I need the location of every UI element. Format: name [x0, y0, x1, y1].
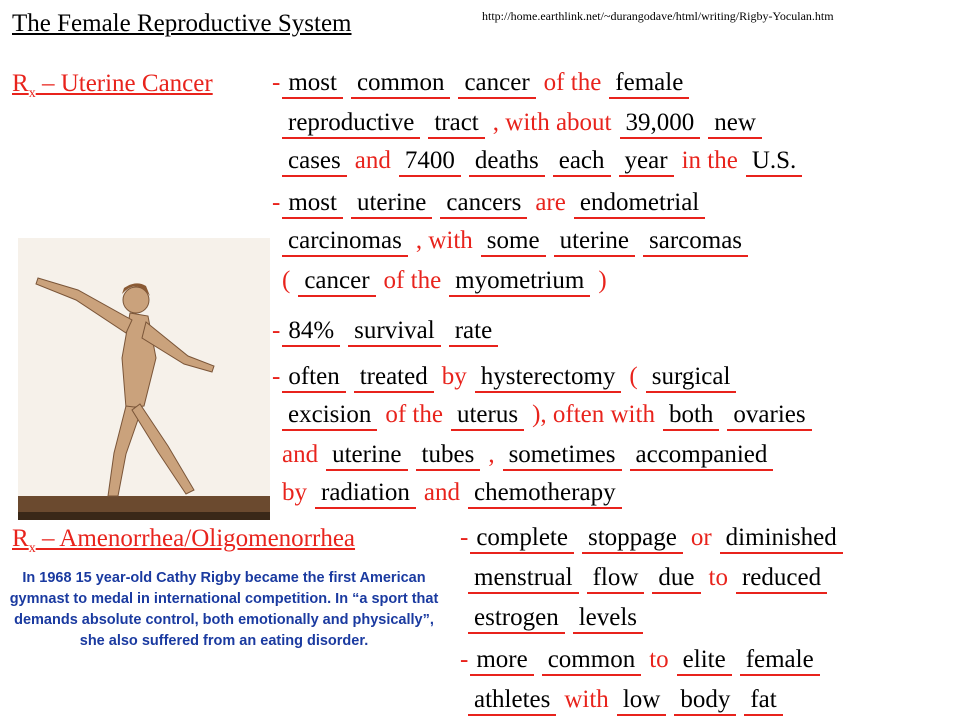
blank-answer: female	[609, 69, 689, 99]
blank-answer: more	[470, 646, 533, 676]
blank-answer: reproductive	[282, 109, 420, 139]
connector-text: (	[282, 267, 291, 294]
blank-answer: body	[674, 686, 736, 716]
blank-answer: myometrium	[449, 267, 590, 297]
blank-answer: cancer	[298, 267, 375, 297]
blank-answer: endometrial	[574, 189, 705, 219]
blank-answer: due	[652, 564, 700, 594]
connector-text: to	[649, 646, 669, 673]
blank-answer: 39,000	[620, 109, 701, 139]
connector-text: )	[598, 267, 607, 294]
note-line	[282, 226, 756, 257]
blank-answer: survival	[348, 317, 441, 347]
blank-answer: diminished	[720, 524, 843, 554]
source-url: http://home.earthlink.net/~durangodave/html/writing/Rigby-Yoculan.htm	[482, 9, 834, 23]
note-line	[468, 563, 835, 594]
blank-answer: surgical	[646, 363, 737, 393]
rx-symbol: R	[12, 525, 29, 552]
blank-answer: most	[282, 189, 343, 219]
note-line	[282, 266, 615, 297]
note-line	[282, 478, 630, 509]
connector-text: are	[535, 189, 566, 216]
connector-text: , with about	[492, 109, 612, 136]
note-line	[272, 188, 713, 219]
note-line	[272, 316, 506, 347]
blank-answer: often	[282, 363, 345, 393]
blank-answer: accompanied	[630, 441, 774, 471]
blank-answer: common	[542, 646, 642, 676]
blank-answer: uterine	[351, 189, 432, 219]
gymnast-photo	[18, 238, 270, 520]
blank-answer: levels	[573, 604, 643, 634]
bullet-dash: -	[272, 69, 281, 96]
blank-answer: tract	[428, 109, 484, 139]
page-title: The Female Reproductive System	[12, 10, 352, 37]
blank-answer: uterine	[554, 227, 635, 257]
connector-text: ), often with	[532, 401, 655, 428]
blank-answer: complete	[470, 524, 574, 554]
blank-answer: athletes	[468, 686, 556, 716]
blank-answer: low	[617, 686, 667, 716]
connector-text: to	[708, 564, 728, 591]
blank-answer: stoppage	[582, 524, 683, 554]
blank-answer: uterine	[326, 441, 407, 471]
connector-text: (	[629, 363, 638, 390]
note-line	[460, 523, 851, 554]
blank-answer: both	[663, 401, 719, 431]
connector-text: and	[423, 479, 460, 506]
blank-answer: female	[740, 646, 820, 676]
blank-answer: sometimes	[503, 441, 622, 471]
connector-text: by	[441, 363, 467, 390]
heading-text: – Uterine Cancer	[35, 70, 213, 97]
note-line	[282, 400, 820, 431]
connector-text: by	[282, 479, 307, 506]
rx-subscript: x	[28, 541, 36, 556]
note-line	[468, 603, 651, 634]
blank-answer: treated	[354, 363, 434, 393]
rx-subscript: x	[28, 86, 36, 101]
blank-answer: hysterectomy	[475, 363, 622, 393]
blank-answer: elite	[677, 646, 732, 676]
blank-answer: 7400	[399, 147, 461, 177]
blank-answer: fat	[744, 686, 782, 716]
heading-amenorrhea	[12, 525, 355, 557]
note-line	[282, 440, 781, 471]
blank-answer: chemotherapy	[468, 479, 622, 509]
note-line	[460, 645, 828, 676]
connector-text: with	[564, 686, 609, 713]
connector-text: in the	[681, 147, 738, 174]
note-line	[468, 685, 791, 716]
blank-answer: cases	[282, 147, 347, 177]
bullet-dash: -	[272, 317, 281, 344]
blank-answer: each	[553, 147, 611, 177]
blank-answer: new	[708, 109, 762, 139]
blank-answer: rate	[449, 317, 498, 347]
connector-text: ,	[488, 441, 495, 468]
blank-answer: flow	[587, 564, 645, 594]
blank-answer: cancers	[440, 189, 527, 219]
blank-answer: carcinomas	[282, 227, 408, 257]
blank-answer: some	[481, 227, 546, 257]
blank-answer: excision	[282, 401, 377, 431]
blank-answer: U.S.	[746, 147, 802, 177]
note-line	[282, 146, 810, 177]
blank-answer: radiation	[315, 479, 416, 509]
blank-answer: uterus	[451, 401, 524, 431]
bullet-dash: -	[272, 189, 281, 216]
blank-answer: sarcomas	[643, 227, 748, 257]
connector-text: and	[354, 147, 391, 174]
blank-answer: common	[351, 69, 451, 99]
blank-answer: estrogen	[468, 604, 565, 634]
blank-answer: year	[619, 147, 674, 177]
connector-text: of the	[383, 267, 442, 294]
connector-text: or	[690, 524, 712, 551]
heading-uterine-cancer	[12, 70, 213, 102]
blank-answer: menstrual	[468, 564, 579, 594]
connector-text: , with	[415, 227, 473, 254]
note-line	[272, 68, 697, 99]
blank-answer: deaths	[469, 147, 545, 177]
blank-answer: most	[282, 69, 343, 99]
blank-answer: tubes	[416, 441, 481, 471]
blank-answer: reduced	[736, 564, 827, 594]
blank-answer: ovaries	[727, 401, 811, 431]
connector-text: of the	[385, 401, 443, 428]
connector-text: of the	[543, 69, 602, 96]
blank-answer: cancer	[458, 69, 535, 99]
photo-caption: In 1968 15 year-old Cathy Rigby became the first American gymnast to medal in international competition. In “a sport that demands absolute control, both emotionally and physically”, she also suffered from an eating disorder.	[9, 570, 439, 649]
bullet-dash: -	[460, 524, 469, 551]
connector-text: and	[282, 441, 319, 468]
heading-text: – Amenorrhea/Oligomenorrhea	[35, 525, 356, 552]
blank-answer: 84%	[282, 317, 340, 347]
rx-symbol: R	[12, 70, 29, 97]
note-line	[282, 108, 770, 139]
bullet-dash: -	[272, 363, 281, 390]
note-line	[272, 362, 744, 393]
bullet-dash: -	[460, 646, 469, 673]
